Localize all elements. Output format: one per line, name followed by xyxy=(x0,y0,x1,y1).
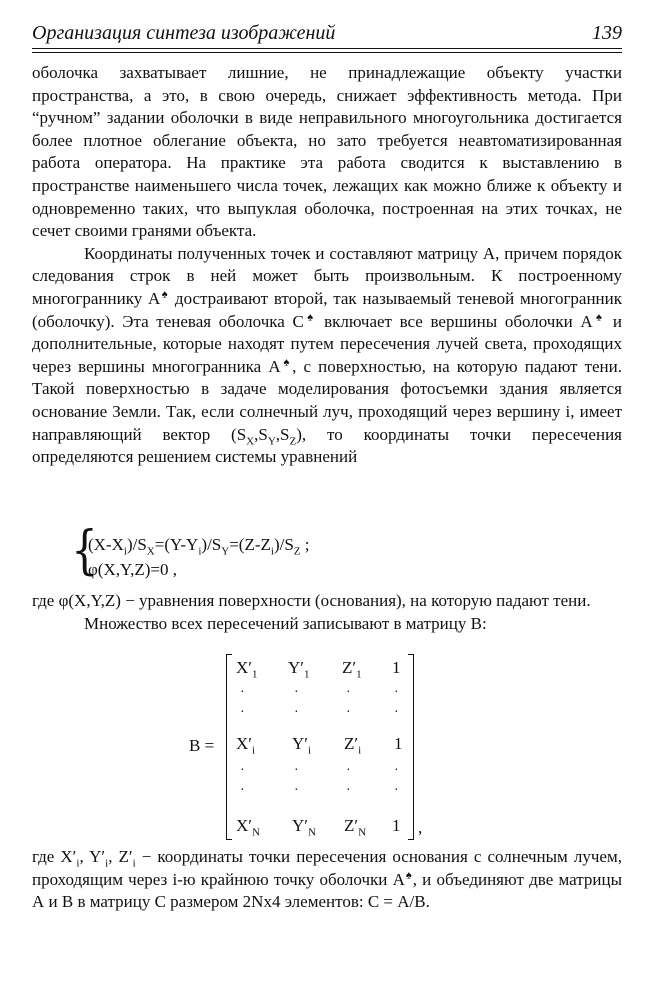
matrix-dot: · xyxy=(346,705,351,720)
spade-icon: ♠ xyxy=(404,868,413,881)
subscript: i xyxy=(123,545,127,558)
matrix-cell xyxy=(292,734,312,757)
right-bracket xyxy=(408,654,414,840)
paragraph-1: оболочка захватывает лишние, не принадлежащие объекту участки пространства, а это, в свою очередь, снижает эффективность метода. При “ручном” задании оболочки в виде неправильного многоугольника достигается более плотное облегание объекта, но зато требуется неавтоматизированная работа оператора. На практике эта работа сводится к выставлению в пространстве наименьшего числа точек, лежащих как можно ближе к объекту и одновременно таких, что выпуклая оболочка, построенная на этих точках, не сечет своими гранями объекта. xyxy=(32,63,622,241)
matrix-cell xyxy=(344,816,367,839)
text-span: включает все вершины оболочки А xyxy=(316,311,593,331)
matrix-trailing-comma: , xyxy=(418,818,423,837)
matrix-dot: · xyxy=(240,763,245,778)
matrix-dot: · xyxy=(294,705,299,720)
subscript: Z xyxy=(289,434,297,447)
subscript: i xyxy=(252,744,256,757)
text-span: и дополнительные, которые находят путем пересечения лучей света, проходящих через вершины многогранника А xyxy=(32,311,623,376)
subscript: i xyxy=(132,857,136,870)
spade-icon: ♠ xyxy=(160,288,170,301)
eq-part: =(Y-Y xyxy=(154,535,199,554)
eq-part: )/S xyxy=(126,535,147,554)
matrix-dot: · xyxy=(394,685,399,700)
subscript: N xyxy=(358,826,367,839)
cell-value: Z′ xyxy=(344,816,359,835)
spade-icon: ♠ xyxy=(280,356,293,369)
eq-part: ; xyxy=(300,535,310,554)
paragraph-5: где $X'_i$, $Y'_i$, $Z'_i$ − координаты точки пересечения основания с солнечным лучем, проходящим через i-ю крайнюю точку оболочки А♠, и объединяют две матрицы А и В в матрицу С размером 2Nx4 элементов: С = А/В. xyxy=(32,847,622,912)
text-span: − координаты точки пересечения основания с солнечным лучем, проходящим через i-ю крайнюю точку оболочки А xyxy=(32,847,622,889)
matrix-cell xyxy=(292,816,316,839)
equation-2: φ(X,Y,Z)=0 , xyxy=(88,560,177,579)
matrix-dot: · xyxy=(346,685,351,700)
text-after-system xyxy=(32,590,622,635)
matrix-dot: · xyxy=(394,705,399,720)
matrix-cell: 1 xyxy=(392,816,401,835)
paragraph-3: где φ(X,Y,Z) − уравнения поверхности (основания), на которую падают тени. xyxy=(32,591,591,610)
matrix-dot: · xyxy=(240,783,245,798)
brace-symbol: { xyxy=(71,521,98,581)
paragraph-4: Множество всех пересечений записывают в матрицу В: xyxy=(84,613,487,633)
matrix-dot: · xyxy=(294,763,299,778)
page-number: 139 xyxy=(592,22,622,44)
cell-value: X′ xyxy=(236,816,252,835)
matrix-dot: · xyxy=(346,783,351,798)
matrix-dot: · xyxy=(294,783,299,798)
matrix-dot: · xyxy=(346,763,351,778)
subscript: X xyxy=(146,545,155,558)
matrix-cell xyxy=(236,816,260,839)
cell-value: Y′ xyxy=(288,658,304,677)
equation-system xyxy=(68,521,468,587)
text-span: , с поверхностью, на которую падают тени. Такой поверхностью в задаче моделирования фотосъемки здания является основание Земли. Так, если солнечный луч, проходящий через вершину i, имеет направляющий вектор (S xyxy=(32,356,622,444)
matrix-cell xyxy=(344,734,362,757)
matrix-cell: $Y'_1$ xyxy=(288,658,310,681)
paragraph-2: Координаты полученных точек и составляют матрицу А, причем порядок следования строк в ней может быть произвольным. К построенному многограннику А♠ достраивают второй, так называемый теневой многогранник (оболочку). Эта теневая оболочка С♠ включает все вершины оболочки А♠ и дополнительные, которые находят путем пересечения лучей света, проходящих через вершины многогранника А♠, с поверхностью, на которую падают тени. Такой поверхностью в задаче моделирования фотосъемки здания является основание Земли. Так, если солнечный луч, проходящий через вершину i, имеет направляющий вектор $(S_X,S_Y,S_Z)$, то координаты точки пересечения определяются решением системы уравнений xyxy=(32,243,623,467)
matrix-dot: · xyxy=(294,685,299,700)
subscript: i xyxy=(105,857,109,870)
matrix-dot: · xyxy=(240,705,245,720)
matrix-dot: · xyxy=(394,763,399,778)
spade-icon: ♠ xyxy=(303,310,317,323)
eq-part: =(Z-Z xyxy=(229,535,271,554)
cell-value: Y′ xyxy=(292,734,308,753)
matrix-cell: 1 xyxy=(394,734,403,753)
spade-icon: ♠ xyxy=(592,310,606,323)
text-span: , и объединяют две матрицы А и В в матрицу С размером 2Nx4 элементов: С = А/В. xyxy=(32,869,622,912)
subscript: i xyxy=(308,744,312,757)
header-rule xyxy=(32,48,622,53)
matrix-dot: · xyxy=(394,783,399,798)
subscript: i xyxy=(358,744,362,757)
subscript: i xyxy=(76,857,80,870)
left-bracket xyxy=(226,654,232,840)
text-span: , то координаты точки пересечения определяются решением системы уравнений xyxy=(32,424,622,467)
matrix-label: В = xyxy=(189,736,215,755)
subscript: N xyxy=(308,826,316,839)
subscript: Y xyxy=(267,434,276,447)
text-span: где X xyxy=(32,847,73,866)
text-span: Координаты полученных точек и составляют матрицу А, причем порядок следования строк в ней может быть произвольным. К построенному многограннику А xyxy=(32,243,622,308)
matrix-dot: · xyxy=(240,685,245,700)
cell-value: X′ xyxy=(236,734,252,753)
main-text xyxy=(32,62,622,469)
text-final xyxy=(32,846,622,914)
matrix-cell: $Z'_1$ xyxy=(342,658,362,681)
cell-value: Y′ xyxy=(292,816,308,835)
subscript: Y xyxy=(221,545,230,558)
eq-part: )/S xyxy=(273,535,294,554)
subscript: N xyxy=(252,826,260,839)
matrix-cell: 1 xyxy=(392,658,401,677)
subscript: Z xyxy=(293,545,301,558)
cell-value: Z′ xyxy=(342,658,357,677)
matrix-b xyxy=(226,654,414,840)
matrix-cell xyxy=(236,734,256,757)
matrix-cell: $X'_1$ xyxy=(236,658,258,681)
chapter-title: Организация синтеза изображений xyxy=(32,22,336,44)
equation-1 xyxy=(88,535,310,558)
cell-value: Z′ xyxy=(344,734,359,753)
text-span: достраивают второй, так называемый теневой многогранник (оболочку). Эта теневая оболочка С xyxy=(32,288,623,331)
cell-value: X′ xyxy=(236,658,252,677)
eq-part: (X-X xyxy=(88,535,124,554)
subscript: X xyxy=(246,434,255,447)
running-head xyxy=(32,22,622,46)
subscript: i xyxy=(198,545,202,558)
subscript: i xyxy=(270,545,274,558)
eq-part: )/S xyxy=(201,535,222,554)
